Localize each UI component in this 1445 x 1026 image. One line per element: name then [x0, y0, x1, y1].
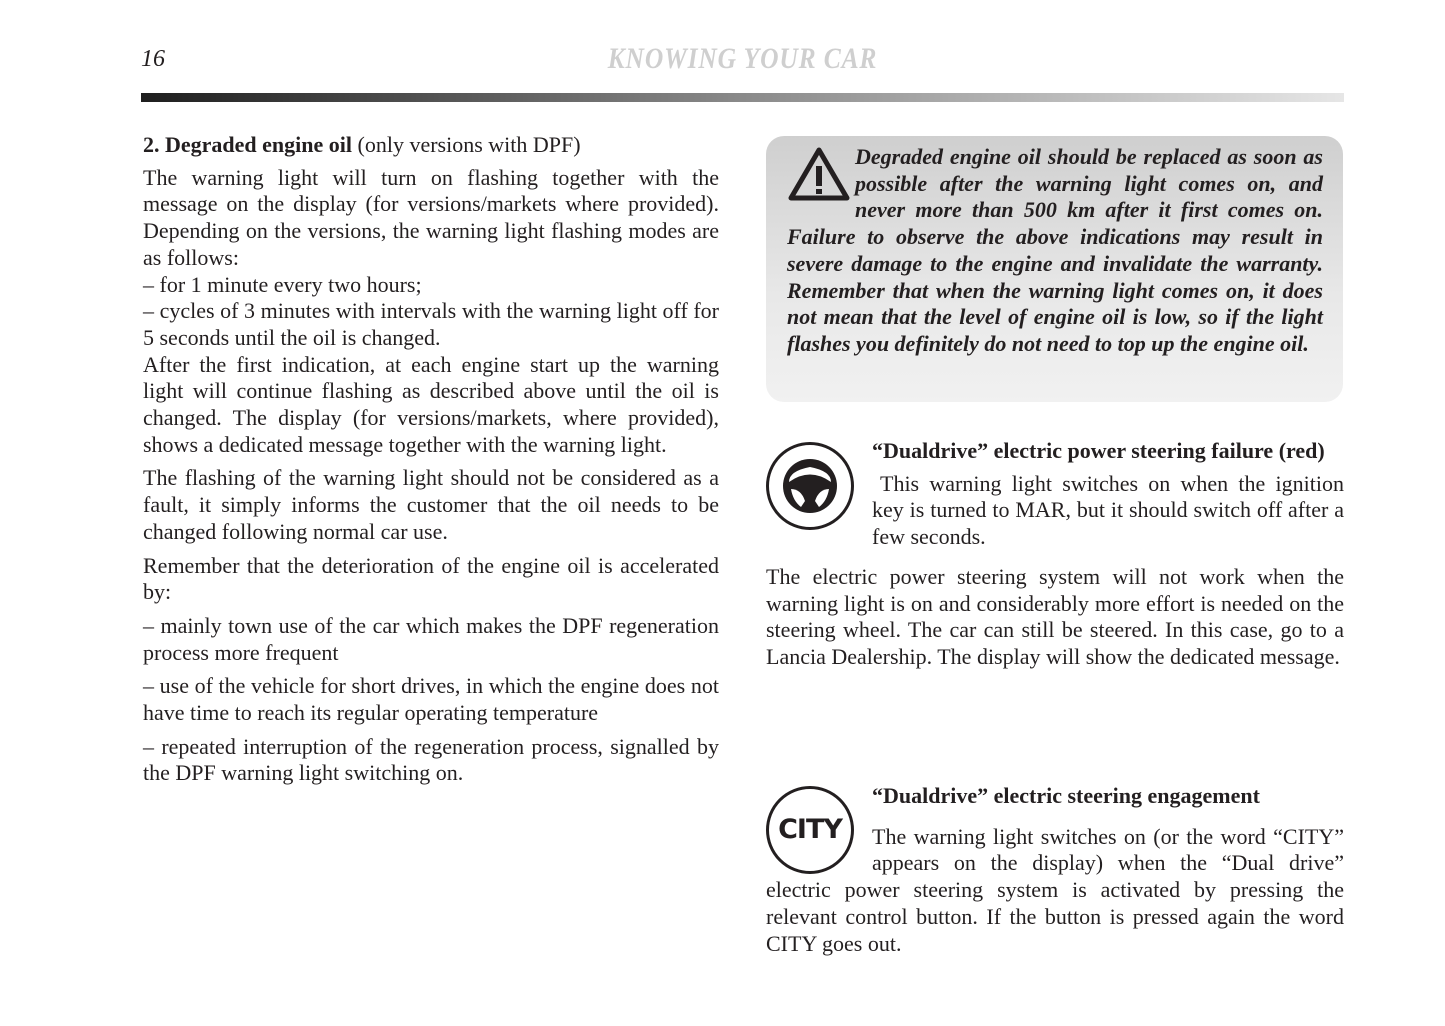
paragraph: Remember that the deterioration of the engine oil is accelerated by: [143, 552, 719, 605]
city-icon-label: CITY [778, 813, 842, 845]
list-item: – for 1 minute every two hours; [143, 271, 422, 297]
steering-heading: “Dualdrive” electric power steering failure (red) [872, 438, 1325, 463]
left-column [143, 132, 719, 794]
heading-note: (only versions with DPF) [352, 132, 581, 157]
header-divider [141, 93, 1344, 102]
city-icon [766, 786, 854, 874]
steering-section [766, 438, 1344, 671]
paragraph: This warning light switches on when the ignition key is turned to MAR, but it should switch off after a few seconds. [872, 470, 1344, 550]
paragraph: The warning light switches on (or the word “CITY” appears on the display) when the “Dual drive” electric power steering system is activated by pressing the relevant control button. If the button is pressed again the word CITY goes out. [766, 823, 1344, 956]
warning-box [766, 136, 1343, 402]
list-item: – use of the vehicle for short drives, in which the engine does not have time to reach its regular operating temperature [143, 673, 719, 726]
paragraph: After the first indication, at each engine start up the warning light will continue flashing as described above until the oil is changed. The display (for versions/markets, where provided), shows a dedicated message together with the warning light. [143, 351, 719, 457]
heading [143, 132, 719, 159]
heading-bold: 2. Degraded engine oil [143, 132, 352, 157]
city-section [766, 783, 1344, 957]
page-number: 16 [141, 46, 165, 72]
text: The warning light will turn on flashing together with the message on the display (for versions/markets where provided). Depending on the versions, the warning light flashing modes are as follows: [143, 164, 719, 270]
paragraph: The flashing of the warning light should not be considered as a fault, it simply informs the customer that the oil needs to be changed following normal car use. [143, 465, 719, 544]
paragraph [143, 165, 719, 272]
list-item: – mainly town use of the car which makes the DPF regeneration process more frequent [143, 612, 719, 665]
section-title: KNOWING YOUR CAR [607, 42, 878, 75]
steering-wheel-icon [766, 442, 854, 530]
city-heading: “Dualdrive” electric steering engagement [872, 783, 1260, 808]
warning-triangle-icon [787, 144, 851, 206]
list-item: – repeated interruption of the regeneration process, signalled by the DPF warning light switching on. [143, 733, 719, 786]
list-item: – cycles of 3 minutes with intervals with the warning light off for 5 seconds until the oil is changed. [143, 298, 719, 350]
paragraph: The electric power steering system will not work when the warning light is on and considerably more effort is needed on the steering wheel. The car can still be steered. In this case, go to a Lancia Dealership. The display will show the dedicated message. [766, 563, 1344, 669]
warning-text: Degraded engine oil should be replaced as soon as possible after the warning light comes on, and never more than 500 km after it first comes on. Failure to observe the above indications may result in severe damage to the engine and invalidate the warranty. Remember that when the warning light comes on, it does not mean that the level of engine oil is low, so if the light flashes you definitely do not need to top up the engine oil. [787, 144, 1323, 356]
